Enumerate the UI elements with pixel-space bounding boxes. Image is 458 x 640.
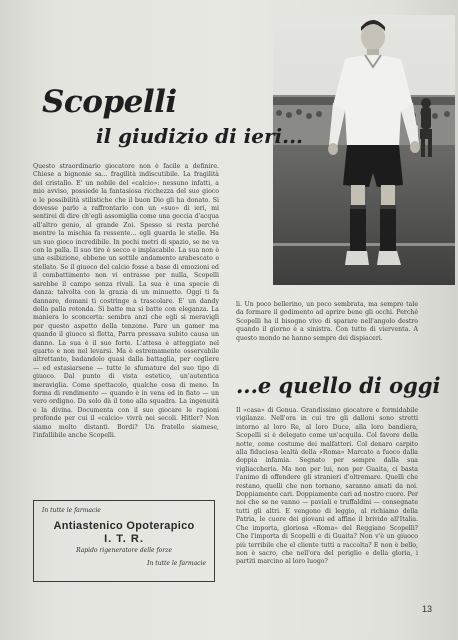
article-column-right-top: lì. Un poco bellerino, un poco sembrata, ma sempre tale da formare il godimento ad aprire bene gli occhi. Perché Scopelli ha il bisogno vivo di sparare nell'angolo destro quando il giorno è a sinistra. Con tutto di vierventa. A questo mondo ne hanno sempre dei dispiaceri. [236,301,418,342]
ad-bottom-line: In tutte le farmacie [147,560,206,567]
ad-tagline: Rapido rigeneratore delle forze [76,547,172,554]
article-subtitle-right: ...e quello di oggi [236,373,441,398]
player-photo-image [273,15,455,285]
advertisement-box [33,500,215,582]
article-column-right-bottom: Il «casa» di Genua. Grandissimo giocatore e formidabile vigilanze. Nell'ora in cui tre gli dalloni sono stretti intorno al loro Re, al loro Duce, alla loro bandiera, Scopelli si è delegato come un'acquila. Col favore della notte, come costume dei malfattori. Col denaro carpito alla fiduciosa lealtà della «Roma» Marcato a fuoco dalla doppia infamia. Segnato per sempre dalla sua vigliaccheria. Ma non per lui, non per Guaita, ci basta l'animo di offendere gli stranieri d'oltremare. Quelli che restano, quelli che non tornano, saranno amati da noi. Doppiamente cari. Doppiamente cari ad nostro cuore. Per noi che se ne vanno — paviali e truffaldini — consegnate tutti gli altri. E vengono di leggio, al richiamo della Patria, le cuore dei giovani ed affine il brivido all'Italia. Che importa, gloriosa «Roma» del Reggiano Scopelli? Che l'importa di Scopelli e di Guaita? Non v'è un giuoco più terribile che el cliente tutti a raccolta? E non è bello, non è sacro, che nell'ora del periglio e della gloria, i partiti marcino al loro luogo? [236,407,418,566]
ad-subtitle: I. T. R. [104,533,144,545]
page-number: 13 [422,604,433,614]
article-title: Scopelli [42,84,177,120]
ad-top-line: In tutte le farmacie [42,507,101,514]
article-subtitle-left: il giudizio di ieri... [96,124,304,148]
ad-title: Antiastenico Opoterapico [53,520,195,532]
article-column-left: Questo straordinario giocatore non è facile a definire. Chiese a bignonie sa... fragilità indiscutibile. La fragilità del cristallo. E' un nobile del «calcio»: nessuno infatti, a mio avviso, possiede la fantasiosa ricchezza del suo gioco e le possibilità stilistiche che il buon Dio gli ha donato. Si dovesse parlo a raffrontarlo con un «suo» di ieri, mi sentirei di dire ch'egli assomiglia come una goccia d'acqua all'altro genio, al grande Zoi. Spesso si resta perché mentre la mischia fa ressente... egli guarda le stelle. Ha un suo gioco incredibile. In pochi metri di spazio, se ne va con la palla. Il suo tiro è secco e implacabile. La sua non è una esibizione, ebbene un sottile andamento arabescato e stellato. Se il giuoco del calcio fosse a base di emozioni ed il combattimento non vi entrasse per nulla, Scopelli sarebbe il campo senza rivali. La sua è una specie di danza: talvolta con la grazia di un minuetto. Oggi ti fa dannare, domani ti costringe a trascolare. E' un dandy della palla rotonda. Si batte ma si batte con eleganza. La maniera lo sconcerta: sembra anzi che egli si meravigli per questo aspetto della tenzone. Pare un gamer ma quando il giuoco si fletta, Parra pressava subito causa un danno. La sua è il suo forte. L'attesa è atteggiato nel quarto e non nel levarsi. Ma è estremamente osservabile altrettanto, badandolo quasi dalla battaglia, per cogliere — ed estasiarsene — tutte le sfumature del suo tipo di giuoco. Dal punto di vista estetico, un'autentica meraviglia. Come spettacolo, qualche cosa di meno. In forma di rendimento — quando è in vena ed in fiato — un vero ordigno. Da solo dà il tono alla squadra. La ingenuità e la divina. Documenta con il suo giocare le ragioni profonde per cui il «calcio» vivrà nei secoli. Hitler? Non siamo molto distanti. Bordi? Un fratello siamese, l'infallibile anche Scopelli. [33,163,219,439]
player-photo [273,15,455,285]
